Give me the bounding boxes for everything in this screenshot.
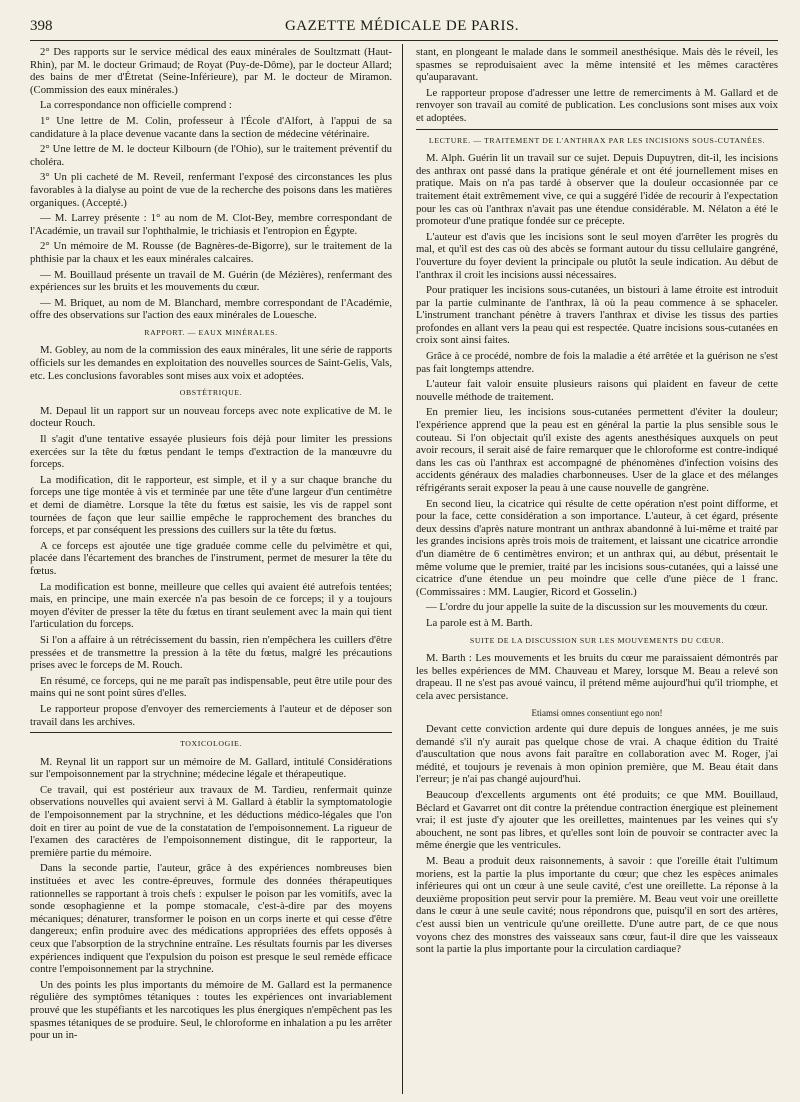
section-heading: OBSTÉTRIQUE. — [179, 388, 243, 398]
section-heading: SUITE DE LA DISCUSSION SUR LES MOUVEMENTS DU CŒUR. — [469, 635, 725, 645]
right-column — [416, 46, 778, 1098]
latin-motto: Etiamsi omnes consentiunt ego non! — [531, 707, 663, 718]
paragraph: — M. Bouillaud présente un travail de M. Guérin (de Mézières), renfermant des expériences sur les bruits et les mouvements du cœur. — [30, 268, 392, 294]
section-divider — [416, 129, 778, 130]
journal-title: GAZETTE MÉDICALE DE PARIS. — [284, 18, 520, 34]
paragraph: A ce forceps est ajoutée une tige graduée comme celle du pelvimètre et qui, placée dans l'écartement des branches de l'instrument, permet de mesurer la tête du fœtus. — [30, 539, 392, 577]
paragraph: M. Depaul lit un rapport sur un nouveau forceps avec note explicative de M. le docteur Rouch. — [30, 404, 392, 430]
section-heading: RAPPORT. — EAUX MINÉRALES. — [144, 327, 278, 337]
paragraph: Devant cette conviction ardente qui dure depuis de longues années, je me suis demandé s'il n'y aurait pas quelque chose de vrai. A chaque édition du Traité d'auscultation que nous avons fait paraître en collaboration avec M. Roger, j'ai médité, et toujours je revenais à mon opinion première, que M. Beau était dans l'erreur; je n'ai pas changé aujourd'hui. — [416, 723, 778, 786]
section-divider — [30, 732, 392, 733]
paragraph: La parole est à M. Barth. — [426, 616, 533, 629]
paragraph: M. Barth : Les mouvements et les bruits du cœur me paraissaient démontrés par les belles expériences de MM. Chauveau et Marey, lorsque M. Beau a relevé son drapeau. Il ne s'est pas avoué vaincu, il prétend même aujourd'hui qu'il triomphe, et cela avec persistance. — [416, 652, 778, 702]
paragraph: 3° Un pli cacheté de M. Reveil, renfermant l'exposé des circonstances les plus favorables à la dialyse au point de vue de la recherche des poisons dans les matières organiques. (Accepté.) — [30, 171, 392, 209]
page-header — [30, 16, 774, 36]
paragraph: Le rapporteur propose d'envoyer des remerciements à l'auteur et de déposer son travail dans les archives. — [30, 702, 392, 728]
paragraph: Beaucoup d'excellents arguments ont été produits; ce que MM. Bouillaud, Béclard et Gavarret ont dit contre la prétendue contraction énergique est pleinement vrai; il est juste d'y ajouter que les oreillettes, maintenues par les veines qui s'y abouchent, ne sont pas libres, et qu'elles sont loin de pouvoir se contracter avec la même énergie que les ventricules. — [416, 789, 778, 852]
paragraph: Ce travail, qui est postérieur aux travaux de M. Tardieu, renfermait quinze observations nouvelles qui avaient servi à M. Gallard à établir la symptomatologie de l'empoisonnement par la strychnine, et les déductions médico-légales que l'on doit en tirer au point de vue de la constatation de l'empoisonnement. La rigueur de l'examen des caractères de l'empoisonnement distingue, dit le rapporteur, la première partie du mémoire. — [30, 783, 392, 859]
paragraph: Un des points les plus importants du mémoire de M. Gallard est la permanence régulière des symptômes tétaniques : toutes les expériences ont invariablement prouvé que les stupéfiants et les narcotiques les plus énergiques n'empêchent pas les spasmes tétaniques de se produire. Seul, le chloroforme en inhalation a pu les arrêter pour un in- — [30, 978, 392, 1042]
paragraph: La modification est bonne, meilleure que celles qui avaient été autrefois tentées; mais, en principe, une main exercée n'a pas besoin de ce forceps; il y a toujours moyen d'éviter de presser la tête du fœtus en tirant seulement avec la main qui tient l'articulation du forceps. — [30, 580, 392, 631]
paragraph: M. Alph. Guérin lit un travail sur ce sujet. Depuis Dupuytren, dit-il, les incisions des anthrax ont passé dans la pratique générale et ont été journellement mises en pratique. Mais on n'a pas tardé à observer que la douleur occasionnée par ce traitement était extrêmement vive, ce qui a suggéré l'idée de recourir à l'expectation pour les cas où l'anthrax n'avait pas une étendue considérable. M. Nélaton a été le promoteur d'une pratique fondée sur ce précepte. — [416, 152, 778, 228]
paragraph: M. Gobley, au nom de la commission des eaux minérales, lit une série de rapports officiels sur les demandes en exploitation des nouvelles sources de Saint-Gelis, Vals, etc. Les conclusions favorables sont mises aux voix et adoptées. — [30, 344, 392, 382]
paragraph: L'auteur est d'avis que les incisions sont le seul moyen d'arrêter les progrès du mal, et qu'il est des cas où des abcès se formant autour du tissu cellulaire gangréné, l'ouverture du foyer devient la principale ou plutôt la seule indication. Au début de l'anthrax il croit les incisions aussi nécessaires. — [416, 230, 778, 281]
paragraph: Dans la seconde partie, l'auteur, grâce à des expériences nombreuses bien instituées et avec les contre-épreuves, formule des données thérapeutiques rationnelles se rapportant à trois chefs : expulser le poison par les vomitifs, avec la sonde œsophagienne et la pompe stomacale, c'est-à-dire par des moyens mécaniques; dénaturer, transformer le poison en un corps inerte et qui cesse d'être dangereux; enfin produire avec des médications appropriées des effets opposés à ceux que l'absorption de la strychnine entraîne. Les résultats fournis par les diverses expériences indiquent que l'expulsion du poison est presque le seul remède efficace contre l'empoisonnement par la strychnine. — [30, 862, 392, 976]
paragraph: Grâce à ce procédé, nombre de fois la maladie a été arrêtée et la guérison ne s'est pas fait longtemps attendre. — [416, 350, 778, 375]
paragraph: 1° Une lettre de M. Colin, professeur à l'École d'Alfort, à l'appui de sa candidature à la place devenue vacante dans la section de médecine vétérinaire. — [30, 114, 392, 140]
paragraph: — M. Larrey présente : 1° au nom de M. Clot-Bey, membre correspondant de l'Académie, un travail sur l'ophthalmie, le trichiasis et l'entropion en Égypte. — [30, 212, 392, 237]
paragraph: Si l'on a affaire à un rétrécissement du bassin, rien n'empêchera les cuillers d'être pressées et de transmettre la pression à la tête du fœtus, malgré les précautions prises avec le forceps de M. Rouch. — [30, 633, 392, 672]
paragraph: M. Beau a produit deux raisonnements, à savoir : que l'oreille était l'ultimum moriens, est la partie la plus importante du cœur; que chez les espèces animales inférieures qui ont un cœur à une seule cavité, c'est une oreillette. La réponse à la deuxième proposition peut servir pour la première. M. Beau veut voir une oreillette dans le cœur à une seule cavité; nous répondrons que, puisqu'il en sort des artères, c'est aussi bien un ventricule qu'une oreillette. D'une autre part, de ce que nous voyons chez des monstres des vaisseaux sans cœur, faut-il dire que les vaisseaux sont la partie la plus importante pour la circulation cardiaque? — [416, 855, 778, 956]
paragraph: Pour pratiquer les incisions sous-cutanées, un bistouri à lame étroite est introduit par la partie culminante de l'anthrax, là où la peau commence à se sphaceler. L'instrument tranchant pénètre à travers l'anthrax et divise les tissus des parties profondes en allant vers la peau qui est respectée. Quatre incisions sous-cutanées en croix sont ainsi faites. — [416, 284, 778, 347]
paragraph: M. Reynal lit un rapport sur un mémoire de M. Gallard, intitulé Considérations sur l'empoisonnement par la strychnine; médecine légale et thérapeutique. — [30, 755, 392, 781]
paragraph: La correspondance non officielle comprend : — [40, 99, 232, 112]
paragraph: — M. Briquet, au nom de M. Blanchard, membre correspondant de l'Académie, offre des observations sur l'action des eaux minérales de Louesche. — [30, 296, 392, 322]
paragraph: La modification, dit le rapporteur, est simple, et il y a sur chaque branche du forceps une tige montée à vis et terminée par une tête d'une largeur d'un centimètre et demi de diamètre. Lorsque la tête du fœtus est saisie, les vis de rappel sont tournées de façon que leur saillie empêche le rapprochement des branches du forceps, et par conséquent les pressions des cuillers sur la tête du fœtus. — [30, 473, 392, 537]
paragraph: L'auteur fait valoir ensuite plusieurs raisons qui plaident en faveur de cette nouvelle méthode de traitement. — [416, 378, 778, 403]
section-heading: LECTURE. — TRAITEMENT DE L'ANTHRAX PAR LES INCISIONS SOUS-CUTANÉES. — [428, 135, 766, 145]
page-number: 398 — [30, 18, 53, 34]
section-heading: TOXICOLOGIE. — [180, 739, 242, 749]
paragraph: En premier lieu, les incisions sous-cutanées permettent d'éviter la douleur; l'expérience apprend que la peau est en général la partie la plus sensible sous le couteau. Si l'on objectait qu'il existe des agents anesthésiques auxquels on peut avoir recours, il serait aisé de faire remarquer que le chloroforme est contre-indiqué dans les cas où l'anthrax est accompagné de phénomènes d'infection voisins des accidents généraux des maladies charbonneuses. User de la glace et des mélanges réfrigérants serait exposer la peau à une cause nouvelle de gangrène. — [416, 406, 778, 494]
paragraph: 2° Des rapports sur le service médical des eaux minérales de Soultzmatt (Haut-Rhin), par M. le docteur Grimaud; de Royat (Puy-de-Dôme), par le docteur Allard; des bains de mer d'Étretat (Seine-Inférieure), par M. le docteur de Miramon. (Commission des eaux minérales.) — [30, 46, 392, 96]
column-separator — [402, 44, 403, 1094]
paragraph: En second lieu, la cicatrice qui résulte de cette opération n'est point difforme, et pour la face, cette considération a son importance. L'auteur, à cet égard, présente deux dessins d'après nature montrant un anthrax abandonné à lui-même et traité par les grandes incisions après trois mois de traitement, et laissant une cicatrice arrondie d'un diamètre de 6 centimètres environ; et un anthrax qui, au début, présentait le même volume que le premier, traité par les incisions sous-cutanées, qui a laissé une cicatrice d'une étendue un peu moindre que celle d'une pièce de 1 franc. (Commissaires : MM. Laugier, Ricord et Gosselin.) — [416, 497, 778, 598]
paragraph: 2° Une lettre de M. le docteur Kilbourn (de l'Ohio), sur le traitement préventif du choléra. — [30, 143, 392, 168]
paragraph: 2° Un mémoire de M. Rousse (de Bagnères-de-Bigorre), sur le traitement de la phthisie par la chaux et les eaux minérales calcaires. — [30, 240, 392, 265]
paragraph: stant, en plongeant le malade dans le sommeil anesthésique. Mais dès le réveil, les spasmes se reproduisaient avec la même intensité et les mêmes caractères qu'auparavant. — [416, 46, 778, 84]
paragraph: Le rapporteur propose d'adresser une lettre de remerciments à M. Gallard et de renvoyer son travail au comité de publication. Les conclusions sont mises aux voix et adoptées. — [416, 86, 778, 124]
paragraph: Il s'agit d'une tentative essayée plusieurs fois déjà pour limiter les pressions exercées sur la tête du fœtus pendant le temps d'extraction de la manœuvre du forceps. — [30, 433, 392, 471]
paragraph: En résumé, ce forceps, qui ne me paraît pas indispensable, peut être utile pour des mains qui ne sont point sûres d'elles. — [30, 674, 392, 700]
left-column — [30, 46, 392, 1098]
header-rule — [30, 40, 778, 41]
paragraph: — L'ordre du jour appelle la suite de la discussion sur les mouvements du cœur. — [426, 601, 768, 614]
